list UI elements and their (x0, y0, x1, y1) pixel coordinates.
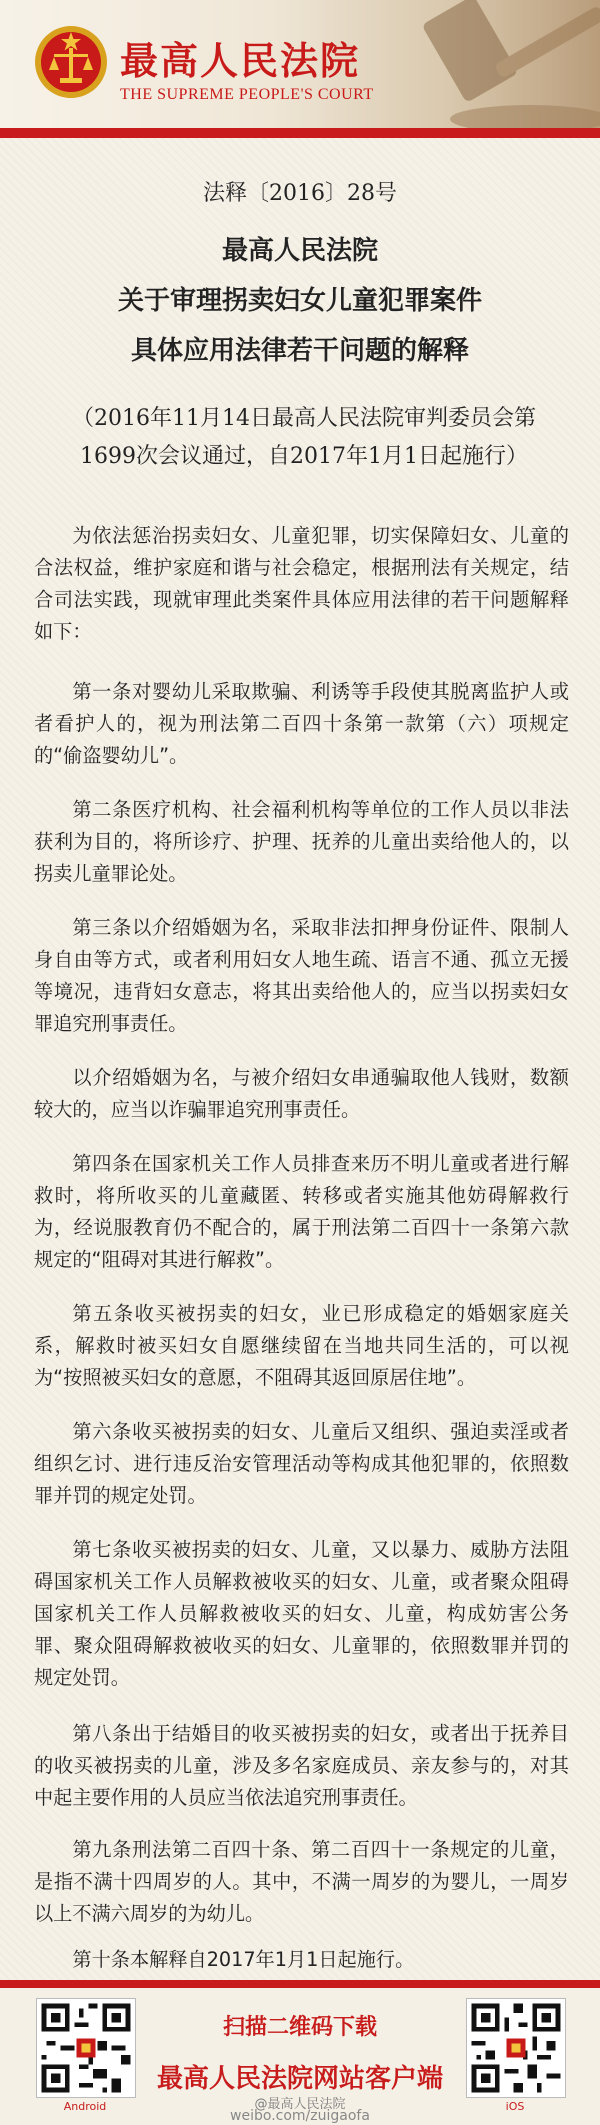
court-name-cn: 最高人民法院 (120, 39, 361, 83)
ios-label: iOS (505, 2100, 525, 2113)
footer-divider (0, 1980, 600, 1988)
android-qr-code-icon[interactable] (36, 1998, 136, 2098)
weibo-url: weibo.com/zuigaofa (230, 2108, 370, 2124)
weibo-handle: @最高人民法院 (254, 2097, 346, 2112)
article-2-paragraph: 第二条医疗机构、社会福利机构等单位的工作人员以非法获利为目的，将所诊疗、护理、抚养的儿童出卖给他人的，以拐卖儿童罪论处。 (34, 798, 569, 885)
article-6-paragraph: 第六条收买被拐卖的妇女、儿童后又组织、强迫卖淫或者组织乞讨、进行违反治安管理活动等构成其他犯罪的，依照数罪并罚的规定处罚。 (34, 1420, 569, 1507)
app-name-label: 最高人民法院网站客户端 (156, 2064, 443, 2094)
header-divider (0, 128, 600, 138)
article-3-second-paragraph: 以介绍婚姻为名，与被介绍妇女串通骗取他人钱财，数额较大的，应当以诈骗罪追究刑事责任。 (34, 1066, 569, 1121)
court-emblem-icon (32, 22, 110, 106)
preamble-paragraph: 为依法惩治拐卖妇女、儿童犯罪，切实保障妇女、儿童的合法权益，维护家庭和谐与社会稳定，根据刑法有关规定，结合司法实践，现就审理此类案件具体应用法律的若干问题解释如下： (34, 524, 569, 643)
article-3-paragraph: 第三条以介绍婚姻为名，采取非法扣押身份证件、限制人身自由等方式，或者利用妇女人地生疏、语言不通、孤立无援等境况，违背妇女意志，将其出卖给他人的，应当以拐卖妇女罪追究刑事责任。 (34, 916, 569, 1035)
article-9-paragraph: 第九条刑法第二百四十条、第二百四十一条规定的儿童，是指不满十四周岁的人。其中，不满一周岁的为婴儿，一周岁以上不满六周岁的为幼儿。 (34, 1838, 569, 1925)
document-subtitle-line-1: （2016年11月14日最高人民法院审判委员会第 (72, 406, 536, 431)
document-body (0, 138, 600, 1980)
android-label: Android (63, 2100, 107, 2113)
footer-banner (0, 1988, 600, 2125)
court-name-en: THE SUPREME PEOPLE'S COURT (120, 86, 374, 103)
ios-qr-code-icon[interactable] (466, 1998, 566, 2098)
document-title-line-3: 具体应用法律若干问题的解释 (130, 336, 469, 366)
article-10-paragraph: 第十条本解释自2017年1月1日起施行。 (72, 1948, 415, 1971)
article-8-paragraph: 第八条出于结婚目的收买被拐卖的妇女，或者出于抚养目的收买被拐卖的儿童，涉及多名家庭成员、亲友参与的，对其中起主要作用的人员应当依法追究刑事责任。 (34, 1722, 569, 1809)
header-banner (0, 0, 600, 128)
article-5-paragraph: 第五条收买被拐卖的妇女，业已形成稳定的婚姻家庭关系，解救时被买妇女自愿继续留在当地共同生活的，可以视为“按照被买妇女的意愿，不阻碍其返回原居住地”。 (34, 1302, 569, 1389)
gavel-icon (380, 0, 600, 128)
scan-qr-label: 扫描二维码下载 (222, 2015, 377, 2040)
document-title-line-2: 关于审理拐卖妇女儿童犯罪案件 (117, 286, 482, 316)
document-number: 法释〔2016〕28号 (203, 181, 397, 206)
article-7-paragraph: 第七条收买被拐卖的妇女、儿童，又以暴力、威胁方法阻碍国家机关工作人员解救被收买的妇女、儿童，或者聚众阻碍国家机关工作人员解救被收买的妇女、儿童，构成妨害公务罪、聚众阻碍解救被收买的妇女、儿童罪的，依照数罪并罚的规定处罚。 (34, 1538, 569, 1689)
article-1-paragraph: 第一条对婴幼儿采取欺骗、利诱等手段使其脱离监护人或者看护人的，视为刑法第二百四十条第一款第（六）项规定的“偷盗婴幼儿”。 (34, 680, 569, 767)
document-subtitle-line-2: 1699次会议通过，自2017年1月1日起施行） (80, 444, 528, 469)
document-title-line-1: 最高人民法院 (221, 236, 378, 266)
article-4-paragraph: 第四条在国家机关工作人员排查来历不明儿童或者进行解救时，将所收买的儿童藏匿、转移或者实施其他妨碍解救行为，经说服教育仍不配合的，属于刑法第二百四十一条第六款规定的“阻碍对其进行解救”。 (34, 1152, 569, 1271)
